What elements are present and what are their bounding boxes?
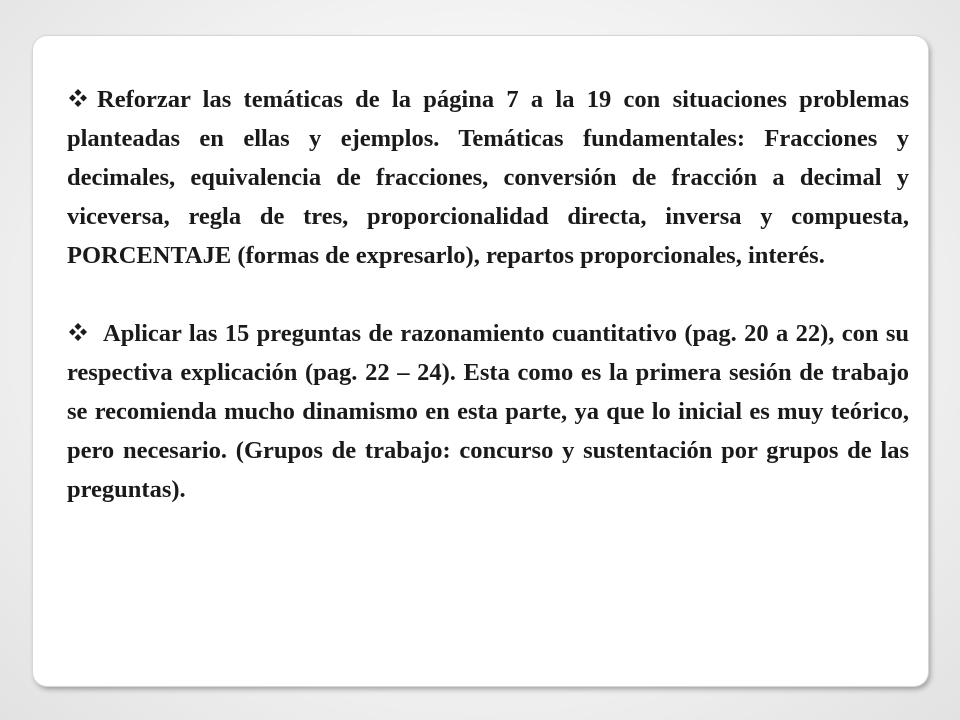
bullet-text: Reforzar las temáticas de la página 7 a la 19 con situaciones problemas planteadas en ellas y ejemplos. Temáticas fundamentales: Fracciones y decimales, equivalencia de fracciones, conversión de fracción a decimal y viceversa, regla de tres, proporcionalidad directa, inversa y compuesta, PORCENTAJE (formas de expresarlo), repartos proporcionales, interés.	[67, 86, 909, 269]
bullet-item-aplicar	[67, 314, 909, 509]
bullet-text: Aplicar las 15 preguntas de razonamiento cuantitativo (pag. 20 a 22), con su respectiva explicación (pag. 22 – 24). Esta como es la primera sesión de trabajo se recomienda mucho dinamismo en esta parte, ya que lo inicial es muy teórico, pero necesario. (Grupos de trabajo: concurso y sustentación por grupos de las preguntas).	[67, 320, 909, 503]
diamond-bullet-icon	[67, 88, 97, 108]
bullet-item-refuerzo	[67, 80, 909, 275]
diamond-bullet-icon	[67, 322, 103, 342]
slide-content	[67, 80, 909, 509]
